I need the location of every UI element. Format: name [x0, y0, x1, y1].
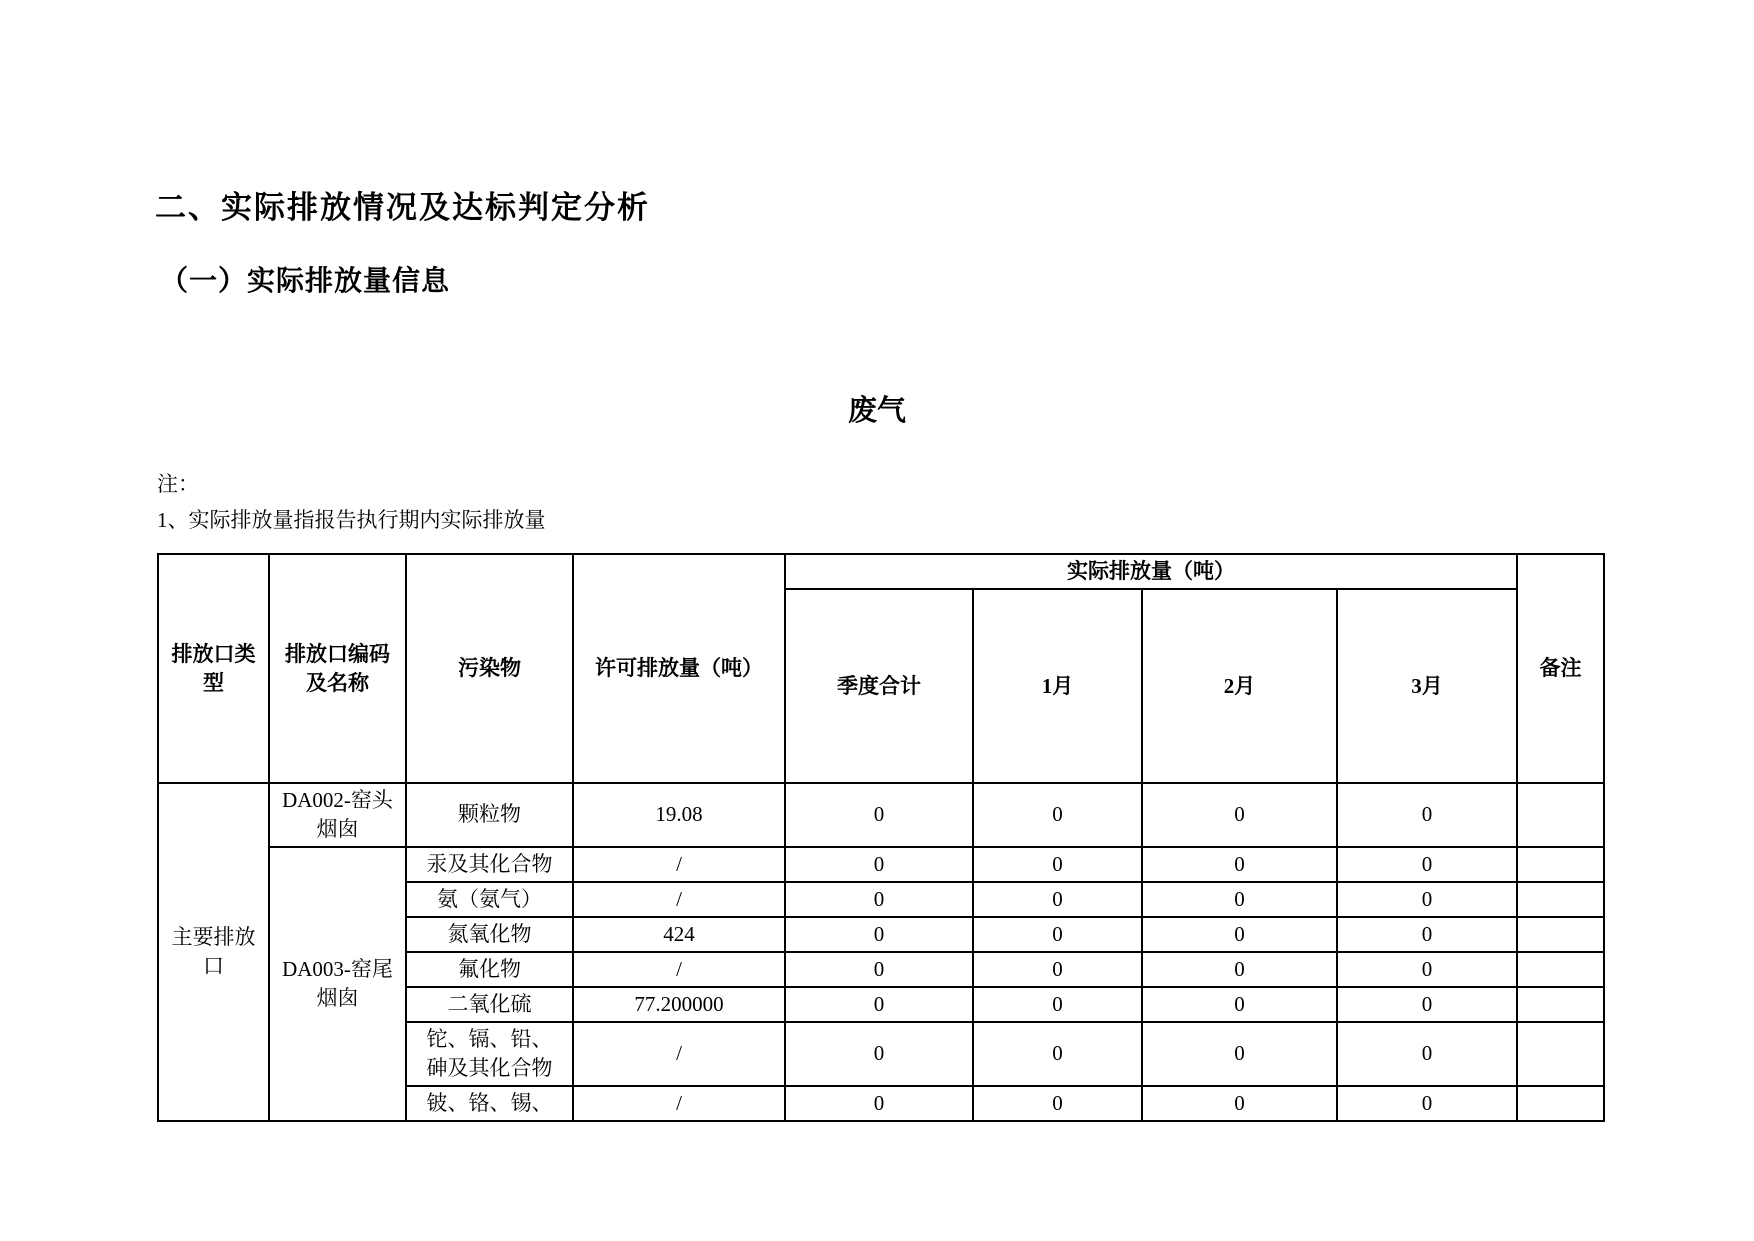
col-header-remark: 备注: [1517, 554, 1604, 783]
month-2-cell: 0: [1142, 783, 1337, 847]
month-2-cell: 0: [1142, 952, 1337, 987]
table-row: [158, 783, 1604, 847]
quarter-total-cell: 0: [785, 882, 973, 917]
remark-cell: [1517, 847, 1604, 882]
month-3-cell: 0: [1337, 952, 1517, 987]
permitted-amount-cell: /: [573, 882, 785, 917]
section-heading: 二、实际排放情况及达标判定分析: [155, 190, 650, 225]
month-1-cell: 0: [973, 1022, 1142, 1086]
col-header-outlet-type: 排放口类型: [158, 554, 269, 783]
note-label: 注：: [157, 472, 199, 496]
remark-cell: [1517, 783, 1604, 847]
month-3-cell: 0: [1337, 882, 1517, 917]
month-1-cell: 0: [973, 952, 1142, 987]
pollutant-cell: 铊、镉、铅、砷及其化合物: [406, 1022, 573, 1086]
remark-cell: [1517, 987, 1604, 1022]
pollutant-cell: 氨（氨气）: [406, 882, 573, 917]
table-title-waste-gas: 废气: [847, 395, 906, 427]
col-header-month-3: 3月: [1337, 589, 1517, 783]
permitted-amount-cell: /: [573, 1022, 785, 1086]
month-3-cell: 0: [1337, 847, 1517, 882]
month-2-cell: 0: [1142, 1022, 1337, 1086]
month-1-cell: 0: [973, 847, 1142, 882]
quarter-total-cell: 0: [785, 1022, 973, 1086]
table-row: [158, 847, 1604, 882]
subsection-heading: （一）实际排放量信息: [160, 265, 451, 296]
month-1-cell: 0: [973, 987, 1142, 1022]
col-header-outlet-code: 排放口编码及名称: [269, 554, 406, 783]
pollutant-cell: 铍、铬、锡、: [406, 1086, 573, 1121]
pollutant-cell: 二氧化硫: [406, 987, 573, 1022]
remark-cell: [1517, 1022, 1604, 1086]
pollutant-cell: 氮氧化物: [406, 917, 573, 952]
permitted-amount-cell: 424: [573, 917, 785, 952]
month-3-cell: 0: [1337, 987, 1517, 1022]
quarter-total-cell: 0: [785, 987, 973, 1022]
actual-emissions-table: [157, 553, 1605, 1122]
permitted-amount-cell: 77.200000: [573, 987, 785, 1022]
outlet-type-cell: 主要排放口: [158, 783, 269, 1121]
month-1-cell: 0: [973, 917, 1142, 952]
quarter-total-cell: 0: [785, 1086, 973, 1121]
remark-cell: [1517, 952, 1604, 987]
month-1-cell: 0: [973, 1086, 1142, 1121]
col-header-month-1: 1月: [973, 589, 1142, 783]
outlet-name-cell-da003: DA003-窑尾烟囱: [269, 847, 406, 1121]
month-2-cell: 0: [1142, 847, 1337, 882]
pollutant-cell: 汞及其化合物: [406, 847, 573, 882]
quarter-total-cell: 0: [785, 847, 973, 882]
quarter-total-cell: 0: [785, 783, 973, 847]
outlet-name-cell-da002: DA002-窑头烟囱: [269, 783, 406, 847]
pollutant-cell: 氟化物: [406, 952, 573, 987]
permitted-amount-cell: /: [573, 847, 785, 882]
col-header-quarter-total: 季度合计: [785, 589, 973, 783]
month-2-cell: 0: [1142, 882, 1337, 917]
col-header-actual-amount-group: 实际排放量（吨）: [785, 554, 1517, 589]
month-3-cell: 0: [1337, 917, 1517, 952]
remark-cell: [1517, 917, 1604, 952]
month-2-cell: 0: [1142, 917, 1337, 952]
quarter-total-cell: 0: [785, 917, 973, 952]
remark-cell: [1517, 1086, 1604, 1121]
permitted-amount-cell: /: [573, 952, 785, 987]
month-2-cell: 0: [1142, 1086, 1337, 1121]
pollutant-cell: 颗粒物: [406, 783, 573, 847]
note-line-1: 1、实际排放量指报告执行期内实际排放量: [157, 508, 546, 532]
col-header-permitted-amount: 许可排放量（吨）: [573, 554, 785, 783]
remark-cell: [1517, 882, 1604, 917]
col-header-month-2: 2月: [1142, 589, 1337, 783]
month-3-cell: 0: [1337, 1086, 1517, 1121]
month-3-cell: 0: [1337, 783, 1517, 847]
month-1-cell: 0: [973, 882, 1142, 917]
month-3-cell: 0: [1337, 1022, 1517, 1086]
quarter-total-cell: 0: [785, 952, 973, 987]
col-header-pollutant: 污染物: [406, 554, 573, 783]
permitted-amount-cell: 19.08: [573, 783, 785, 847]
permitted-amount-cell: /: [573, 1086, 785, 1121]
month-1-cell: 0: [973, 783, 1142, 847]
month-2-cell: 0: [1142, 987, 1337, 1022]
